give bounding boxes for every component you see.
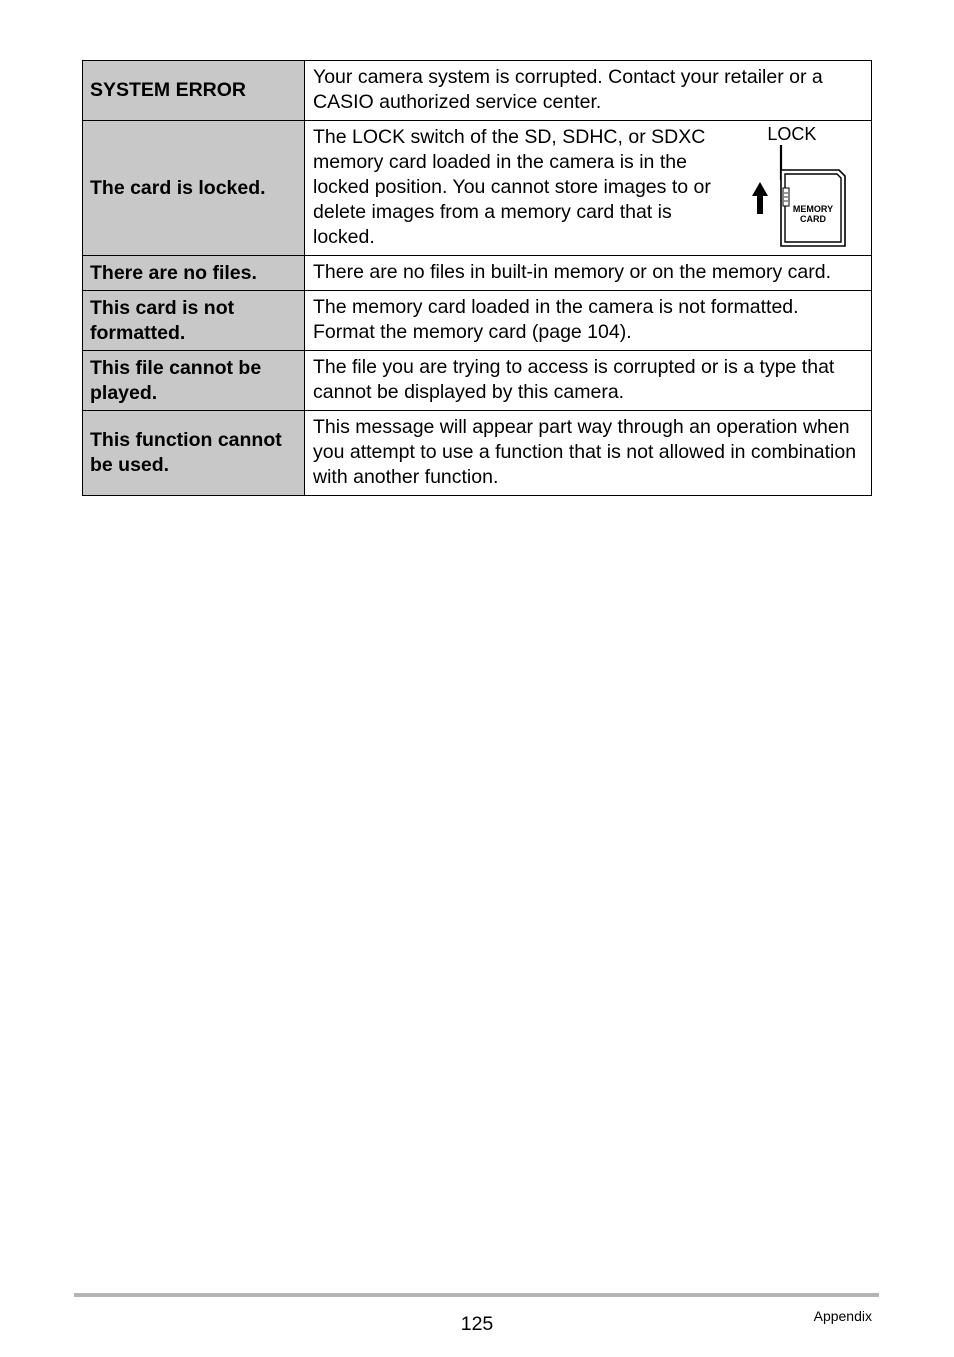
message-cell: SYSTEM ERROR — [83, 61, 305, 121]
locked-card-content — [313, 125, 863, 250]
description-cell: There are no files in built-in memory or on the memory card. — [305, 256, 872, 291]
memory-card-icon — [728, 125, 868, 247]
description-text: The LOCK switch of the SD, SDHC, or SDXC memory card loaded in the camera is in the locked position. You cannot store images to or delete images from a memory card that is locked. — [313, 126, 711, 248]
description-cell — [305, 121, 872, 256]
memory-card-lock-illustration — [728, 125, 863, 247]
lock-label: LOCK — [767, 124, 817, 144]
message-cell: This function cannot be used. — [83, 411, 305, 496]
table-row — [83, 291, 872, 351]
description-cell: Your camera system is corrupted. Contact your retailer or a CASIO authorized service center. — [305, 61, 872, 121]
table-row — [83, 256, 872, 291]
description-cell: This message will appear part way through an operation when you attempt to use a function that is not allowed in combination with another function. — [305, 411, 872, 496]
message-cell: This card is not formatted. — [83, 291, 305, 351]
arrow-up-icon — [752, 182, 768, 214]
table-row — [83, 61, 872, 121]
description-cell: The memory card loaded in the camera is not formatted. Format the memory card (page 104). — [305, 291, 872, 351]
card-label-line1: MEMORY — [793, 204, 834, 214]
message-cell: This file cannot be played. — [83, 351, 305, 411]
section-name: Appendix — [813, 1308, 872, 1324]
message-cell: There are no files. — [83, 256, 305, 291]
error-message-table — [82, 60, 872, 496]
page-number: 125 — [460, 1313, 494, 1335]
card-label-line2: CARD — [800, 214, 827, 224]
table-row — [83, 351, 872, 411]
table-row — [83, 411, 872, 496]
message-cell: The card is locked. — [83, 121, 305, 256]
table-row — [83, 121, 872, 256]
description-cell: The file you are trying to access is corrupted or is a type that cannot be displayed by this camera. — [305, 351, 872, 411]
footer-divider — [74, 1293, 879, 1297]
